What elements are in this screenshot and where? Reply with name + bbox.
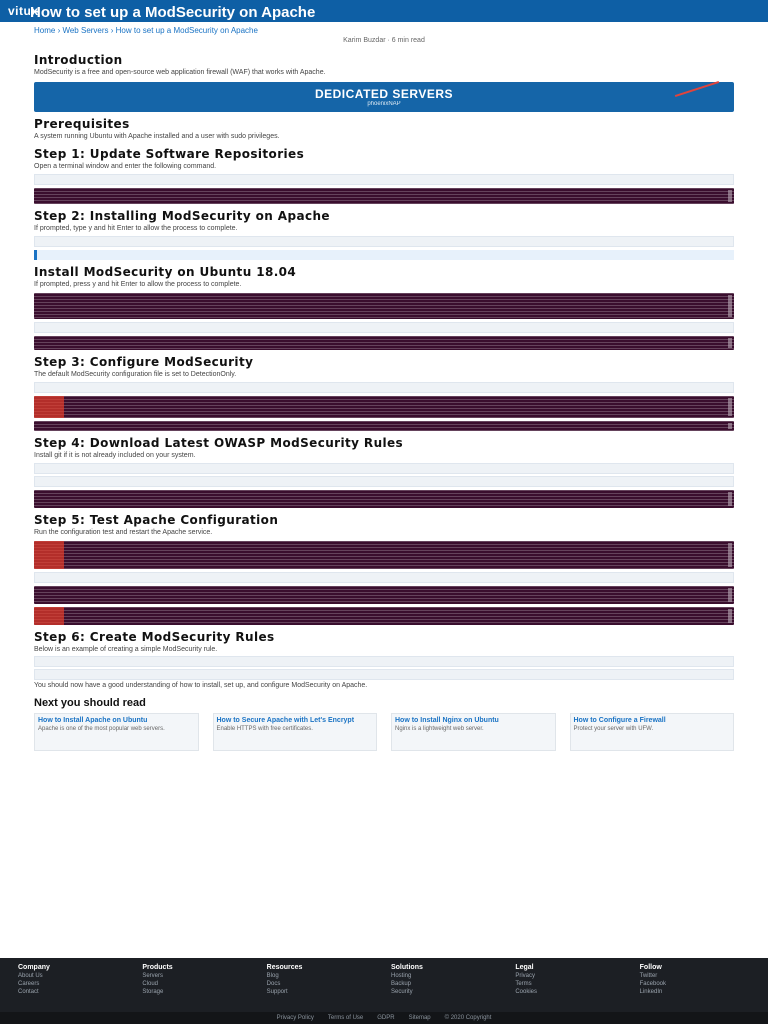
code-block[interactable]	[34, 174, 734, 185]
section-text: If prompted, type y and hit Enter to allow the process to complete.	[34, 225, 238, 232]
footer-column-heading: Solutions	[390, 964, 423, 971]
footer-link[interactable]: Storage	[142, 988, 164, 995]
terminal-screenshot	[34, 336, 734, 350]
terminal-screenshot	[34, 607, 734, 625]
section-text: If prompted, press y and hit Enter to allow the process to complete.	[34, 280, 242, 288]
article-body	[0, 54, 768, 751]
banner-stripe	[675, 81, 719, 97]
code-block[interactable]	[34, 669, 734, 680]
footer-bottom-bar	[0, 1012, 768, 1024]
terminal-screenshot	[34, 396, 734, 418]
footer-column-heading: Products	[142, 964, 173, 971]
related-card-desc: Nginx is a lightweight web server.	[395, 725, 484, 732]
related-card-desc: Protect your server with UFW.	[573, 725, 654, 732]
note-box	[34, 250, 734, 260]
code-block[interactable]	[34, 236, 734, 247]
footer-bottom-link[interactable]: Sitemap	[408, 1015, 431, 1021]
section-heading: Step 1: Update Software Repositories	[34, 146, 305, 161]
footer-column-heading: Legal	[515, 964, 534, 971]
code-block[interactable]	[34, 322, 734, 333]
terminal-screenshot	[34, 188, 734, 204]
terminal-screenshot	[34, 421, 734, 431]
conclusion-text: You should now have a good understanding of how to install, set up, and configure ModSecurity on Apache.	[34, 682, 368, 690]
footer-link[interactable]: Cookies	[515, 988, 537, 995]
breadcrumb[interactable]: Home › Web Servers › How to set up a ModSecurity on Apache	[34, 26, 258, 35]
section-heading: Step 4: Download Latest OWASP ModSecurity Rules	[34, 435, 404, 450]
footer-link[interactable]: Security	[390, 988, 413, 995]
section-heading: Prerequisites	[34, 116, 130, 131]
code-block[interactable]	[34, 476, 734, 487]
page-title: How to set up a ModSecurity on Apache	[30, 4, 316, 21]
footer-column	[640, 964, 750, 996]
footer-column-heading: Company	[18, 964, 50, 971]
terminal-screenshot	[34, 541, 734, 569]
footer-link[interactable]: Privacy	[515, 973, 535, 979]
code-block[interactable]	[34, 572, 734, 583]
footer-link[interactable]: Cloud	[142, 980, 159, 987]
footer-column-heading: Follow	[639, 964, 662, 971]
footer-column	[18, 964, 128, 996]
section-text: A system running Ubuntu with Apache installed and a user with sudo privileges.	[34, 133, 280, 141]
site-footer	[0, 958, 768, 1024]
footer-link[interactable]: About Us	[18, 973, 43, 979]
related-card-title[interactable]: How to Install Apache on Ubuntu	[38, 717, 148, 725]
footer-column	[515, 964, 625, 996]
section-heading: Step 3: Configure ModSecurity	[34, 354, 254, 369]
ad-banner[interactable]	[34, 82, 734, 112]
footer-link[interactable]: Facebook	[639, 980, 666, 987]
footer-link[interactable]: Servers	[142, 973, 163, 979]
footer-columns	[0, 958, 768, 996]
banner-subtitle: phoenixNAP	[367, 100, 401, 107]
footer-column	[267, 964, 377, 996]
section-text: Open a terminal window and enter the following command.	[34, 163, 217, 171]
footer-column	[142, 964, 252, 996]
section-text: Below is an example of creating a simple ModSecurity rule.	[34, 645, 218, 653]
banner-title: DEDICATED SERVERS	[314, 86, 454, 101]
related-card-title[interactable]: How to Secure Apache with Let's Encrypt	[216, 717, 355, 725]
section-heading: Introduction	[34, 53, 123, 67]
footer-bottom-link[interactable]: © 2020 Copyright	[444, 1015, 492, 1021]
related-card[interactable]	[570, 713, 735, 751]
footer-link[interactable]: Support	[266, 988, 288, 995]
related-card[interactable]	[391, 713, 556, 751]
code-block[interactable]	[34, 382, 734, 393]
related-card-desc: Enable HTTPS with free certificates.	[216, 725, 313, 732]
article-meta: Karim Buzdar · 6 min read	[343, 37, 425, 44]
section-text: Install git if it is not already included on your system.	[34, 451, 196, 459]
section-text: Run the configuration test and restart the Apache service.	[34, 528, 213, 536]
terminal-screenshot	[34, 293, 734, 319]
footer-link[interactable]: Terms	[515, 980, 532, 987]
section-heading: Step 6: Create ModSecurity Rules	[34, 629, 275, 644]
related-card-title[interactable]: How to Configure a Firewall	[573, 717, 666, 725]
section-heading: Step 2: Installing ModSecurity on Apache	[34, 208, 330, 223]
brand-logo[interactable]: vitux	[8, 4, 39, 18]
related-card[interactable]	[34, 713, 199, 751]
footer-link[interactable]: LinkedIn	[639, 988, 663, 995]
related-card[interactable]	[213, 713, 378, 751]
related-heading: Next you should read	[34, 697, 146, 710]
footer-link[interactable]: Blog	[266, 973, 279, 979]
terminal-screenshot	[34, 490, 734, 508]
footer-bottom-link[interactable]: GDPR	[377, 1015, 395, 1021]
code-block[interactable]	[34, 463, 734, 474]
section-heading: Install ModSecurity on Ubuntu 18.04	[34, 264, 297, 279]
section-text: ModSecurity is a free and open-source web application firewall (WAF) that works with Apache.	[34, 69, 326, 77]
related-card-desc: Apache is one of the most popular web servers.	[38, 725, 165, 732]
section-heading: Step 5: Test Apache Configuration	[34, 512, 279, 527]
section-text: The default ModSecurity configuration file is set to DetectionOnly.	[34, 370, 237, 378]
footer-column	[391, 964, 501, 996]
related-card-title[interactable]: How to Install Nginx on Ubuntu	[395, 717, 499, 725]
footer-link[interactable]: Hosting	[390, 973, 412, 979]
footer-link[interactable]: Contact	[18, 988, 39, 995]
footer-bottom-link[interactable]: Privacy Policy	[276, 1015, 314, 1021]
footer-link[interactable]: Backup	[390, 980, 411, 987]
footer-link[interactable]: Docs	[266, 980, 281, 987]
terminal-screenshot	[34, 586, 734, 604]
code-block[interactable]	[34, 656, 734, 667]
footer-link[interactable]: Twitter	[639, 973, 658, 979]
related-cards	[34, 713, 734, 751]
footer-bottom-link[interactable]: Terms of Use	[327, 1015, 364, 1021]
footer-link[interactable]: Careers	[18, 980, 40, 987]
footer-column-heading: Resources	[266, 964, 303, 971]
